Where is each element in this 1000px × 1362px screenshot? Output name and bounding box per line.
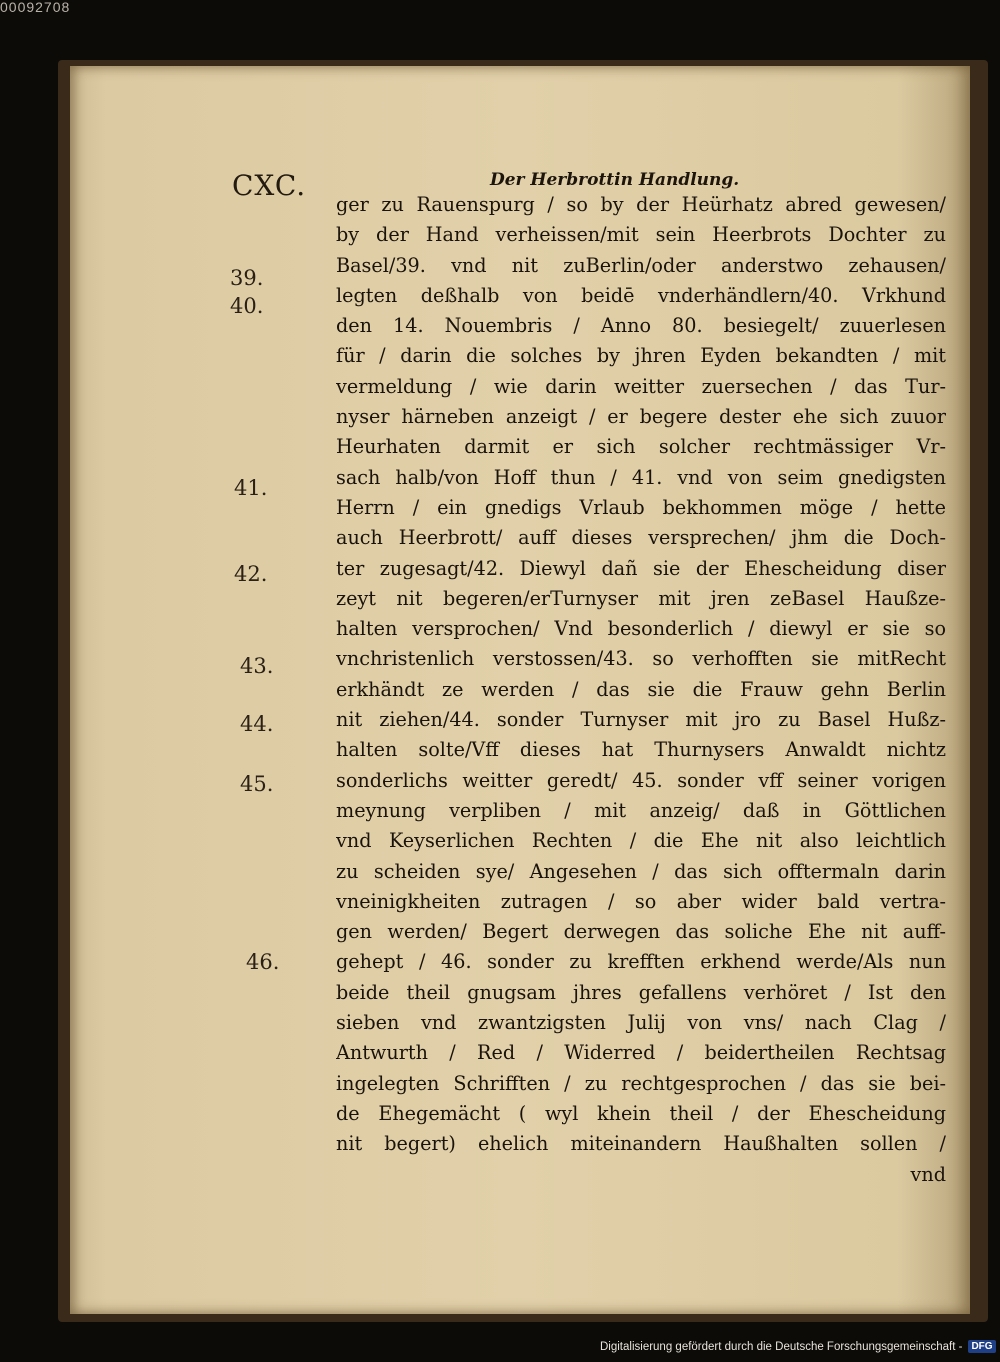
margin-note: 42. bbox=[234, 562, 268, 586]
text-line: Heurhaten darmit er sich solcher rechtmässiger Vr- bbox=[336, 435, 946, 459]
credit-text: Digitalisierung gefördert durch die Deutsche Forschungsgemeinschaft - bbox=[600, 1340, 963, 1353]
dfg-logo: DFG bbox=[968, 1340, 995, 1353]
book-page bbox=[70, 66, 970, 1314]
margin-note: 43. bbox=[240, 654, 274, 678]
text-line: by der Hand verheissen/mit sein Heerbrots Dochter zu bbox=[336, 223, 946, 247]
text-line: halten versprochen/ Vnd besonderlich / diewyl er sie so bbox=[336, 617, 946, 641]
text-line: vnchristenlich verstossen/43. so verhofften sie mitRecht bbox=[336, 647, 946, 671]
margin-note: 45. bbox=[240, 772, 274, 796]
text-line: sieben vnd zwantzigsten Julij von vns/ nach Clag / bbox=[336, 1011, 946, 1035]
text-line: legten deßhalb von beidē vnderhändlern/40. Vrkhund bbox=[336, 283, 946, 307]
scan-id: 00092708 bbox=[0, 0, 71, 15]
margin-note: 40. bbox=[230, 294, 264, 318]
text-line: de Ehegemächt ( wyl khein theil / der Ehescheidung bbox=[336, 1101, 946, 1125]
page-number: CXC. bbox=[232, 169, 307, 202]
running-head: Der Herbrottin Handlung. bbox=[490, 170, 740, 190]
catchword: vnd bbox=[910, 1162, 946, 1186]
margin-note: 44. bbox=[240, 712, 274, 736]
margin-note: 46. bbox=[246, 950, 280, 974]
text-line: vermeldung / wie darin weitter zuersechen / das Tur- bbox=[336, 374, 946, 398]
text-line: Basel/39. vnd nit zuBerlin/oder anderstwo zehausen/ bbox=[336, 253, 946, 277]
margin-note: 41. bbox=[234, 476, 268, 500]
text-line: Herrn / ein gnedigs Vrlaub bekhommen möge / hette bbox=[336, 495, 946, 519]
text-line: nit begert) ehelich miteinandern Haußhalten sollen / bbox=[336, 1132, 946, 1156]
text-line: ger zu Rauenspurg / so by der Heürhatz abred gewesen/ bbox=[336, 193, 946, 216]
text-line: sonderlichs weitter geredt/ 45. sonder vff seiner vorigen bbox=[336, 768, 946, 792]
text-line: vnd Keyserlichen Rechten / die Ehe nit also leichtlich bbox=[336, 829, 946, 853]
text-line: für / darin die solches by jhren Eyden bekandten / mit bbox=[336, 344, 946, 368]
text-line: gen werden/ Begert derwegen das soliche Ehe nit auff- bbox=[336, 920, 946, 944]
text-line: beide theil gnugsam jhres gefallens verhöret / Ist den bbox=[336, 980, 946, 1004]
text-line: den 14. Nouembris / Anno 80. besiegelt/ zuuerlesen bbox=[336, 314, 946, 338]
text-line: vneinigkheiten zutragen / so aber wider bald vertra- bbox=[336, 889, 946, 913]
body-text bbox=[336, 190, 946, 1190]
text-line: nyser härneben anzeigt / er begere dester ehe sich zuuor bbox=[336, 405, 946, 429]
text-line: gehept / 46. sonder zu krefften erkhend werde/Als nun bbox=[336, 950, 946, 974]
text-line: ter zugesagt/42. Diewyl dañ sie der Ehescheidung diser bbox=[336, 556, 946, 580]
text-line: Antwurth / Red / Widerred / beidertheilen Rechtsag bbox=[336, 1041, 946, 1065]
margin-note: 39. bbox=[230, 266, 264, 290]
text-line: erkhändt ze werden / das sie die Frauw gehn Berlin bbox=[336, 677, 946, 701]
text-line: ingelegten Schrifften / zu rechtgesprochen / das sie bei- bbox=[336, 1071, 946, 1095]
text-line: meynung verpliben / mit anzeig/ daß in Göttlichen bbox=[336, 798, 946, 822]
text-line: auch Heerbrott/ auff dieses versprechen/ jhm die Doch- bbox=[336, 526, 946, 550]
text-line: zeyt nit begeren/erTurnyser mit jren zeBasel Haußze- bbox=[336, 586, 946, 610]
text-line: halten solte/Vff dieses hat Thurnysers Anwaldt nichtz bbox=[336, 738, 946, 762]
text-line: nit ziehen/44. sonder Turnyser mit jro zu Basel Hußz- bbox=[336, 708, 946, 732]
text-line: sach halb/von Hoff thun / 41. vnd von seim gnedigsten bbox=[336, 465, 946, 489]
text-line: zu scheiden sye/ Angesehen / das sich offtermaln darin bbox=[336, 859, 946, 883]
digitization-credit bbox=[600, 1340, 996, 1353]
